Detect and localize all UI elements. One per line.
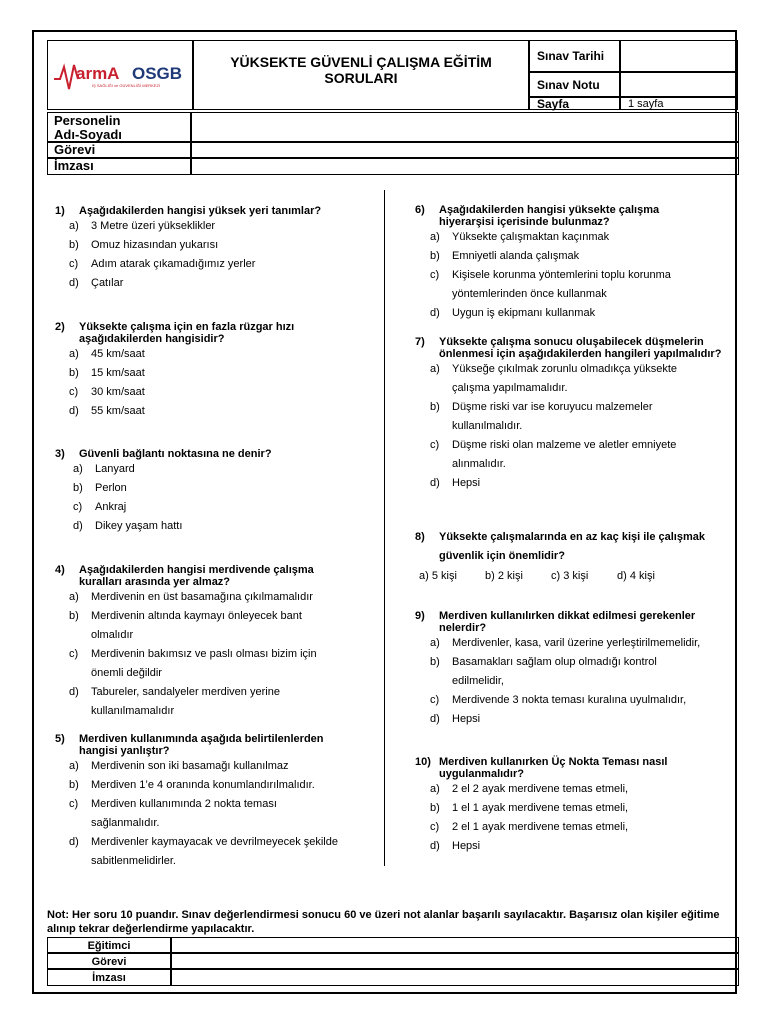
trainer-field[interactable] (171, 937, 739, 953)
option[interactable]: c) Merdivende 3 nokta teması kuralına uyulmalıdır, (430, 694, 687, 706)
option[interactable]: d) Hepsi (430, 840, 481, 852)
logo-cell (47, 40, 193, 110)
option[interactable]: c) 2 el 1 ayak merdivene temas etmeli, (430, 821, 629, 833)
option[interactable]: b) Basamakları sağlam olup olmadığı kontrol edilmelidir, (430, 656, 657, 687)
exam-title (193, 40, 529, 110)
question-text: Merdiven kullanımında aşağıda belirtilenlerden hangisi yanlıştır? (79, 733, 324, 757)
trainer-signature-label: İmzası (47, 969, 171, 986)
question-number: 5) (55, 733, 65, 745)
option[interactable]: a) 2 el 2 ayak merdivene temas etmeli, (430, 783, 629, 795)
option[interactable]: b) Merdiven 1’e 4 oranında konumlandırılmalıdır. (69, 779, 315, 791)
option[interactable]: b) Düşme riski var ise koruyucu malzemeler kullanılmalıdır. (430, 401, 653, 432)
grading-note: Not: Her soru 10 puandır. Sınav değerlendirmesi sonucu 60 ve üzeri not alanlar başarılı sayılacaktır. Başarısız olan kişiler eğitime alınıp tekrar değerlendirme yapılacaktır. (47, 909, 720, 935)
question-4 (55, 564, 355, 721)
personnel-role-label: Görevi (47, 142, 191, 158)
question-number: 6) (415, 204, 425, 216)
option[interactable]: a) 45 km/saat (69, 348, 145, 360)
question-text: Merdiven kullanırken Üç Nokta Teması nasıl uygulanmalıdır? (439, 756, 668, 780)
question-text: Aşağıdakilerden hangisi yüksekte çalışma hiyerarşisi içerisinde bulunmaz? (439, 204, 660, 228)
logo-subtitle: İŞ SAĞLIĞI ve GÜVENLİĞİ MERKEZİ (92, 83, 161, 88)
option[interactable]: a) 5 kişi (419, 570, 457, 582)
option[interactable]: c) Kişisele korunma yöntemlerini toplu korunma yöntemlerinden önce kullanmak (430, 269, 671, 300)
company-logo (48, 41, 194, 111)
option[interactable]: d) Dikey yaşam hattı (73, 520, 183, 532)
question-number: 4) (55, 564, 65, 576)
option[interactable]: a) Yüksekte çalışmaktan kaçınmak (430, 231, 610, 243)
personnel-signature-label: İmzası (47, 158, 191, 175)
option[interactable]: a) Merdivenin en üst basamağına çıkılmamalıdır (69, 591, 313, 603)
exam-date-field[interactable] (620, 40, 738, 72)
column-divider (384, 190, 385, 866)
option[interactable]: b) Omuz hizasından yukarısı (69, 239, 219, 251)
trainer-role-label: Görevi (47, 953, 171, 969)
option[interactable]: b) 2 kişi (485, 570, 523, 582)
option[interactable]: d) Hepsi (430, 477, 481, 489)
question-number: 2) (55, 321, 65, 333)
personnel-name-label (47, 112, 191, 142)
option[interactable]: c) Düşme riski olan malzeme ve aletler emniyete alınmalıdır. (430, 439, 677, 470)
question-text: Aşağıdakilerden hangisi merdivende çalışma kuralları arasında yer almaz? (79, 564, 314, 588)
option[interactable]: b) Merdivenin altında kaymayı önleyecek bant olmalıdır (69, 610, 302, 641)
option[interactable]: b) Emniyetli alanda çalışmak (430, 250, 580, 262)
option[interactable]: c) 30 km/saat (69, 386, 145, 398)
option[interactable]: d) Merdivenler kaymayacak ve devrilmeyecek şekilde sabitlenmelidirler. (69, 836, 338, 867)
question-1 (55, 205, 375, 293)
question-6 (415, 204, 715, 323)
option[interactable]: c) Merdivenin bakımsız ve paslı olması bizim için önemli değildir (69, 648, 317, 679)
option[interactable]: c) Ankraj (73, 501, 127, 513)
question-number: 8) (415, 531, 425, 543)
trainer-label: Eğitimci (47, 937, 171, 953)
personnel-name-label-line2: Adı-Soyadı (54, 127, 122, 142)
question-number: 3) (55, 448, 65, 460)
page-value: 1 sayfa (620, 97, 738, 110)
option[interactable]: c) Merdiven kullanımında 2 nokta teması sağlanmalıdır. (69, 798, 277, 829)
personnel-signature-field[interactable] (191, 158, 739, 175)
question-number: 1) (55, 205, 65, 217)
option[interactable]: d) Tabureler, sandalyeler merdiven yerine kullanılmamalıdır (69, 686, 280, 717)
logo-text-right: OSGB (132, 64, 183, 83)
question-number: 9) (415, 610, 425, 622)
question-text: Yüksekte çalışma sonucu oluşabilecek düşmelerin önlenmesi için aşağıdakilerden hangileri yapılmalıdır? (439, 336, 722, 360)
exam-score-field[interactable] (620, 72, 738, 97)
option[interactable]: c) 3 kişi (551, 570, 589, 582)
option[interactable]: a) Yükseğe çıkılmak zorunlu olmadıkça yüksekte çalışma yapılmamalıdır. (430, 363, 677, 394)
option[interactable]: d) 4 kişi (617, 570, 655, 582)
question-5 (55, 733, 355, 871)
option[interactable]: b) Perlon (73, 482, 127, 494)
exam-title-line2: SORULARI (324, 70, 398, 86)
personnel-name-label-line1: Personelin (54, 113, 121, 128)
personnel-role-field[interactable] (191, 142, 739, 158)
question-10 (415, 756, 715, 856)
option[interactable]: b) 1 el 1 ayak merdivene temas etmeli, (430, 802, 629, 814)
question-9 (415, 610, 725, 729)
question-text: Aşağıdakilerden hangisi yüksek yeri tanımlar? (79, 205, 322, 217)
option[interactable]: d) Uygun iş ekipmanı kullanmak (430, 307, 596, 319)
question-3 (55, 448, 375, 536)
question-8 (415, 528, 735, 583)
question-number: 10) (415, 756, 431, 768)
personnel-name-field[interactable] (191, 112, 739, 142)
question-7 (415, 336, 725, 493)
question-number: 7) (415, 336, 425, 348)
option[interactable]: a) Merdivenler, kasa, varil üzerine yerleştirilmemelidir, (430, 637, 701, 649)
question-text: Merdiven kullanılırken dikkat edilmesi gerekenler nelerdir? (439, 610, 696, 634)
exam-score-label: Sınav Notu (529, 72, 620, 97)
inline-options (415, 569, 735, 583)
question-text: Yüksekte çalışmalarında en az kaç kişi ile çalışmak güvenlik için önemlidir? (439, 531, 705, 562)
exam-title-line1: YÜKSEKTE GÜVENLİ ÇALIŞMA EĞİTİM (230, 54, 492, 70)
option[interactable]: a) Merdivenin son iki basamağı kullanılmaz (69, 760, 289, 772)
page-label: Sayfa (529, 97, 620, 110)
option[interactable]: d) 55 km/saat (69, 405, 145, 417)
option[interactable]: d) Hepsi (430, 713, 481, 725)
option[interactable]: b) 15 km/saat (69, 367, 145, 379)
question-2 (55, 321, 325, 421)
trainer-role-field[interactable] (171, 953, 739, 969)
option[interactable]: a) Lanyard (73, 463, 135, 475)
logo-text-left: armA (76, 64, 120, 83)
exam-date-label: Sınav Tarihi (529, 40, 620, 72)
question-text: Yüksekte çalışma için en fazla rüzgar hızı aşağıdakilerden hangisidir? (79, 321, 295, 345)
option[interactable]: c) Adım atarak çıkamadığımız yerler (69, 258, 256, 270)
option[interactable]: d) Çatılar (69, 277, 124, 289)
trainer-signature-field[interactable] (171, 969, 739, 986)
question-text: Güvenli bağlantı noktasına ne denir? (79, 448, 272, 460)
option[interactable]: a) 3 Metre üzeri yükseklikler (69, 220, 216, 232)
